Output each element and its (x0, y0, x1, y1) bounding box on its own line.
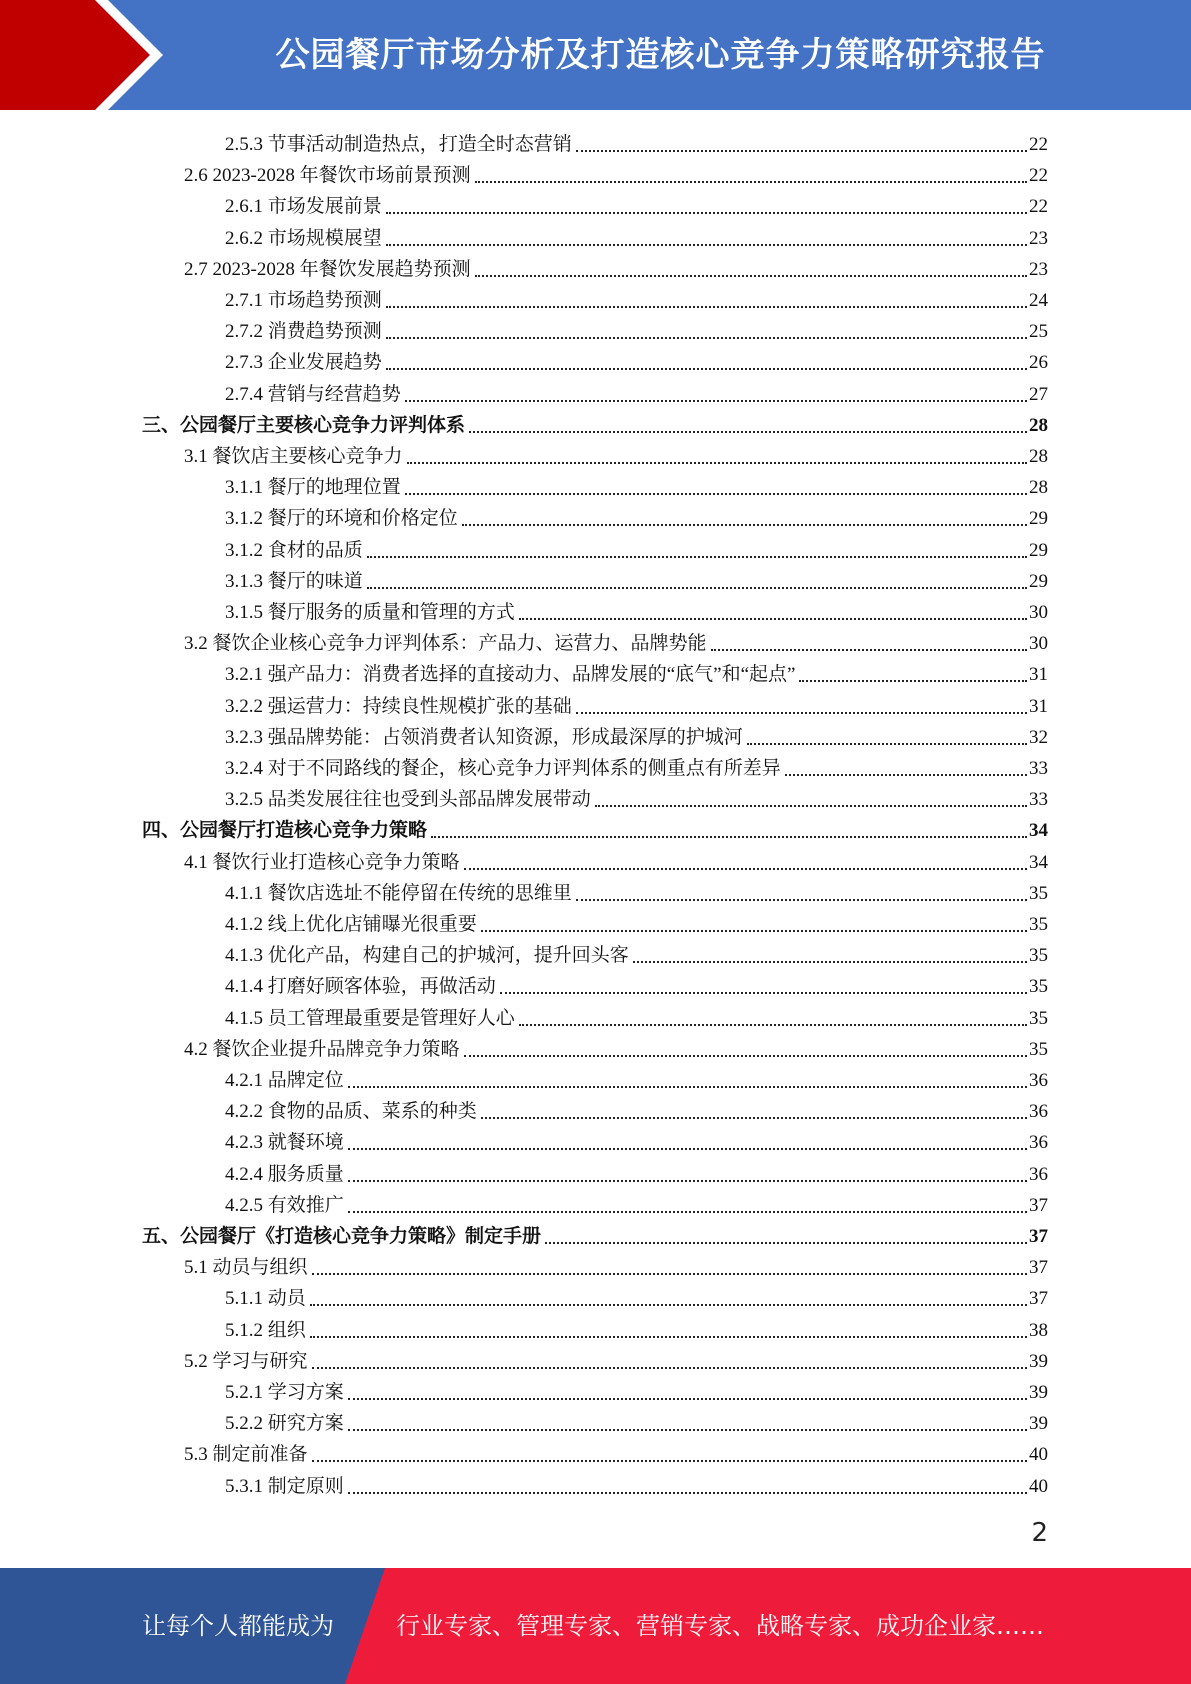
toc-entry-page: 38 (1029, 1319, 1048, 1341)
toc-entry-page: 29 (1029, 570, 1048, 592)
toc-entry-page: 40 (1029, 1444, 1048, 1466)
toc-entry-title: 2.6 2023-2028 年餐饮市场前景预测 (184, 165, 471, 187)
toc-dot-leader (386, 306, 1027, 308)
toc-dot-leader (633, 961, 1027, 963)
toc-entry-title: 5.1.2 组织 (225, 1319, 306, 1341)
toc-entry-title: 4.1 餐饮行业打造核心竞争力策略 (184, 851, 460, 873)
toc-entry-page: 28 (1029, 414, 1048, 436)
toc-entry-title: 三、公园餐厅主要核心竞争力评判体系 (142, 414, 466, 436)
toc-entry-page: 25 (1029, 321, 1048, 343)
footer-slogan-right: 行业专家、管理专家、营销专家、战略专家、成功企业家…… (396, 1612, 1044, 1640)
toc-dot-leader (367, 556, 1027, 558)
toc-entry[interactable] (142, 407, 1048, 438)
toc-entry-page: 28 (1029, 446, 1048, 467)
toc-entry-title: 2.6.1 市场发展前景 (225, 196, 382, 218)
toc-entry-title: 4.1.1 餐饮店选址不能停留在传统的思维里 (225, 882, 572, 904)
toc-entry-page: 33 (1029, 758, 1048, 779)
toc-entry[interactable] (225, 781, 1048, 812)
toc-entry-page: 34 (1029, 851, 1048, 873)
toc-entry-page: 39 (1029, 1382, 1048, 1403)
toc-entry-page: 39 (1029, 1413, 1048, 1435)
toc-dot-leader (799, 680, 1027, 682)
toc-entry-page: 27 (1029, 383, 1048, 405)
toc-entry-title: 2.7 2023-2028 年餐饮发展趋势预测 (184, 258, 471, 280)
toc-dot-leader (386, 337, 1027, 339)
toc-dot-leader (576, 712, 1027, 714)
toc-entry-page: 22 (1029, 165, 1048, 187)
toc-dot-leader (310, 1336, 1027, 1338)
toc-entry-title: 3.2 餐饮企业核心竞争力评判体系：产品力、运营力、品牌势能 (184, 633, 707, 655)
toc-entry-page: 31 (1029, 664, 1048, 686)
toc-entry-page: 26 (1029, 352, 1048, 374)
toc-dot-leader (469, 431, 1027, 433)
toc-entry-title: 5.1 动员与组织 (184, 1257, 308, 1279)
toc-dot-leader (407, 462, 1027, 464)
toc-entry-title: 四、公园餐厅打造核心竞争力策略 (142, 820, 428, 842)
page-number: 2 (1031, 1518, 1048, 1548)
toc-entry-title: 5.1.1 动员 (225, 1288, 306, 1310)
toc-entry-title: 2.7.2 消费趋势预测 (225, 321, 382, 343)
toc-entry[interactable] (184, 1031, 1048, 1062)
toc-dot-leader (475, 181, 1027, 183)
toc-entry[interactable] (225, 937, 1048, 968)
toc-dot-leader (348, 1211, 1027, 1213)
toc-entry-title: 3.2.1 强产品力：消费者选择的直接动力、品牌发展的“底气”和“起点” (225, 664, 796, 686)
toc-entry[interactable] (225, 594, 1048, 625)
toc-entry-page: 35 (1029, 882, 1048, 904)
toc-entry-title: 4.1.2 线上优化店铺曝光很重要 (225, 914, 477, 935)
toc-entry-page: 34 (1029, 820, 1048, 842)
footer-banner (0, 1568, 1191, 1684)
toc-dot-leader (310, 1304, 1027, 1306)
toc-entry-title: 3.2.2 强运营力：持续良性规模扩张的基础 (225, 695, 572, 717)
toc-dot-leader (367, 587, 1027, 589)
toc-entry-page: 30 (1029, 633, 1048, 655)
toc-entry-page: 29 (1029, 539, 1048, 561)
toc-entry-page: 36 (1029, 1070, 1048, 1091)
toc-entry[interactable] (225, 1062, 1048, 1093)
toc-entry[interactable] (225, 1468, 1048, 1499)
toc-entry-title: 3.1 餐饮店主要核心竞争力 (184, 446, 403, 467)
toc-entry-title: 5.2.2 研究方案 (225, 1413, 344, 1435)
toc-entry-title: 4.2.5 有效推广 (225, 1194, 344, 1216)
document-title: 公园餐厅市场分析及打造核心竞争力策略研究报告 (275, 35, 1046, 75)
toc-entry-page: 33 (1029, 789, 1048, 811)
toc-entry-title: 2.5.3 节事活动制造热点，打造全时态营销 (225, 134, 572, 155)
toc-entry-title: 5.2.1 学习方案 (225, 1382, 344, 1403)
toc-entry-page: 31 (1029, 695, 1048, 717)
toc-entry-title: 5.2 学习与研究 (184, 1350, 308, 1372)
toc-entry[interactable] (225, 1124, 1048, 1155)
toc-entry-page: 23 (1029, 227, 1048, 249)
toc-entry-title: 五、公园餐厅《打造核心竞争力策略》制定手册 (142, 1226, 542, 1247)
toc-dot-leader (462, 524, 1027, 526)
toc-dot-leader (464, 1055, 1027, 1057)
toc-entry-page: 37 (1029, 1257, 1048, 1279)
toc-entry-page: 35 (1029, 976, 1048, 998)
toc-entry-page: 30 (1029, 602, 1048, 623)
toc-entry-title: 4.1.4 打磨好顾客体验，再做活动 (225, 976, 496, 998)
toc-entry-page: 36 (1029, 1132, 1048, 1154)
toc-entry-page: 22 (1029, 134, 1048, 155)
toc-entry[interactable] (142, 1218, 1048, 1249)
toc-dot-leader (576, 150, 1027, 152)
toc-entry-title: 4.2.1 品牌定位 (225, 1070, 344, 1091)
toc-dot-leader (386, 244, 1027, 246)
toc-entry[interactable] (225, 1187, 1048, 1218)
header-bar (0, 0, 1191, 110)
toc-entry-page: 28 (1029, 477, 1048, 499)
toc-dot-leader (386, 368, 1027, 370)
toc-entry[interactable] (184, 1249, 1048, 1280)
toc-entry[interactable] (184, 251, 1048, 282)
toc-dot-leader (747, 743, 1027, 745)
toc-dot-leader (545, 1242, 1027, 1244)
toc-entry-page: 36 (1029, 1163, 1048, 1185)
toc-entry[interactable] (225, 282, 1048, 313)
toc-entry[interactable] (225, 220, 1048, 251)
toc-entry[interactable] (184, 1343, 1048, 1374)
toc-dot-leader (312, 1367, 1027, 1369)
toc-dot-leader (312, 1460, 1027, 1462)
toc-entry[interactable] (225, 875, 1048, 906)
toc-entry[interactable] (225, 188, 1048, 219)
toc-entry[interactable] (225, 532, 1048, 563)
toc-entry-title: 4.2.3 就餐环境 (225, 1132, 344, 1154)
toc-dot-leader (348, 1429, 1027, 1431)
toc-entry-page: 35 (1029, 1038, 1048, 1060)
toc-entry-page: 35 (1029, 1007, 1048, 1029)
toc-entry[interactable] (225, 376, 1048, 407)
toc-entry[interactable] (184, 157, 1048, 188)
toc-entry-page: 40 (1029, 1475, 1048, 1497)
toc-dot-leader (481, 1117, 1027, 1119)
toc-dot-leader (386, 212, 1027, 214)
toc-entry-page: 24 (1029, 290, 1048, 311)
toc-entry-title: 4.1.3 优化产品，构建自己的护城河，提升回头客 (225, 945, 629, 967)
toc-entry[interactable] (225, 656, 1048, 687)
toc-entry-page: 32 (1029, 726, 1048, 748)
toc-entry-page: 29 (1029, 508, 1048, 530)
toc-dot-leader (431, 836, 1027, 838)
toc-dot-leader (464, 868, 1027, 870)
toc-dot-leader (481, 930, 1027, 932)
toc-dot-leader (405, 493, 1027, 495)
toc-entry-title: 4.1.5 员工管理最重要是管理好人心 (225, 1007, 515, 1029)
toc-entry-title: 4.2 餐饮企业提升品牌竞争力策略 (184, 1038, 460, 1060)
toc-entry[interactable] (225, 968, 1048, 999)
toc-entry[interactable] (225, 1312, 1048, 1343)
toc-entry-page: 39 (1029, 1350, 1048, 1372)
toc-entry-title: 3.2.3 强品牌势能：占领消费者认知资源，形成最深厚的护城河 (225, 726, 743, 748)
toc-entry[interactable] (225, 688, 1048, 719)
toc-entry-page: 36 (1029, 1101, 1048, 1123)
toc-dot-leader (348, 1086, 1027, 1088)
toc-entry[interactable] (225, 1156, 1048, 1187)
toc-dot-leader (519, 1024, 1027, 1026)
toc-entry-title: 2.7.4 营销与经营趋势 (225, 383, 401, 405)
toc-entry[interactable] (184, 1436, 1048, 1467)
toc-entry-title: 2.7.3 企业发展趋势 (225, 352, 382, 374)
toc-entry[interactable] (225, 500, 1048, 531)
toc-dot-leader (711, 649, 1027, 651)
toc-entry-title: 3.2.4 对于不同路线的餐企，核心竞争力评判体系的侧重点有所差异 (225, 758, 781, 779)
toc-entry-page: 35 (1029, 914, 1048, 935)
toc-entry[interactable] (225, 1405, 1048, 1436)
toc-entry-title: 3.1.3 餐厅的味道 (225, 570, 363, 592)
toc-entry[interactable] (184, 625, 1048, 656)
toc-entry-title: 2.7.1 市场趋势预测 (225, 290, 382, 311)
toc-entry[interactable] (225, 1000, 1048, 1031)
toc-entry-title: 3.1.5 餐厅服务的质量和管理的方式 (225, 602, 515, 623)
toc-entry-title: 3.1.2 餐厅的环境和价格定位 (225, 508, 458, 530)
toc-entry[interactable] (184, 438, 1048, 469)
toc-entry[interactable] (225, 1093, 1048, 1124)
toc-entry[interactable] (225, 1374, 1048, 1405)
toc-entry[interactable] (225, 344, 1048, 375)
toc-entry-title: 2.6.2 市场规模展望 (225, 227, 382, 249)
toc-entry[interactable] (225, 126, 1048, 157)
toc-dot-leader (312, 1273, 1027, 1275)
toc-entry[interactable] (225, 469, 1048, 500)
toc-dot-leader (576, 899, 1027, 901)
toc-entry[interactable] (225, 719, 1048, 750)
toc-entry[interactable] (225, 750, 1048, 781)
toc-entry[interactable] (225, 1280, 1048, 1311)
toc-entry-title: 4.2.2 食物的品质、菜系的种类 (225, 1101, 477, 1123)
toc-dot-leader (405, 400, 1027, 402)
toc-entry-page: 23 (1029, 258, 1048, 280)
toc-dot-leader (519, 618, 1027, 620)
toc-entry[interactable] (184, 844, 1048, 875)
toc-entry-title: 3.1.2 食材的品质 (225, 539, 363, 561)
toc-entry[interactable] (225, 563, 1048, 594)
toc-entry-page: 37 (1029, 1194, 1048, 1216)
toc-entry-title: 3.2.5 品类发展往往也受到头部品牌发展带动 (225, 789, 591, 811)
toc-dot-leader (595, 805, 1027, 807)
toc-entry-page: 37 (1029, 1288, 1048, 1310)
toc-dot-leader (348, 1148, 1027, 1150)
toc-entry[interactable] (225, 313, 1048, 344)
toc-entry-title: 5.3.1 制定原则 (225, 1475, 344, 1497)
toc-dot-leader (348, 1398, 1027, 1400)
toc-dot-leader (785, 774, 1027, 776)
toc-entry-page: 35 (1029, 945, 1048, 967)
toc-entry-title: 5.3 制定前准备 (184, 1444, 308, 1466)
footer-slogan-left: 让每个人都能成为 (142, 1612, 334, 1640)
toc-dot-leader (500, 992, 1027, 994)
toc-entry-title: 4.2.4 服务质量 (225, 1163, 344, 1185)
toc-dot-leader (348, 1492, 1027, 1494)
toc-entry-page: 22 (1029, 196, 1048, 218)
toc-dot-leader (475, 275, 1027, 277)
toc-entry-title: 3.1.1 餐厅的地理位置 (225, 477, 401, 499)
toc-entry-page: 37 (1029, 1226, 1048, 1247)
toc-entry[interactable] (142, 812, 1048, 843)
toc-dot-leader (348, 1180, 1027, 1182)
toc-entry[interactable] (225, 906, 1048, 937)
